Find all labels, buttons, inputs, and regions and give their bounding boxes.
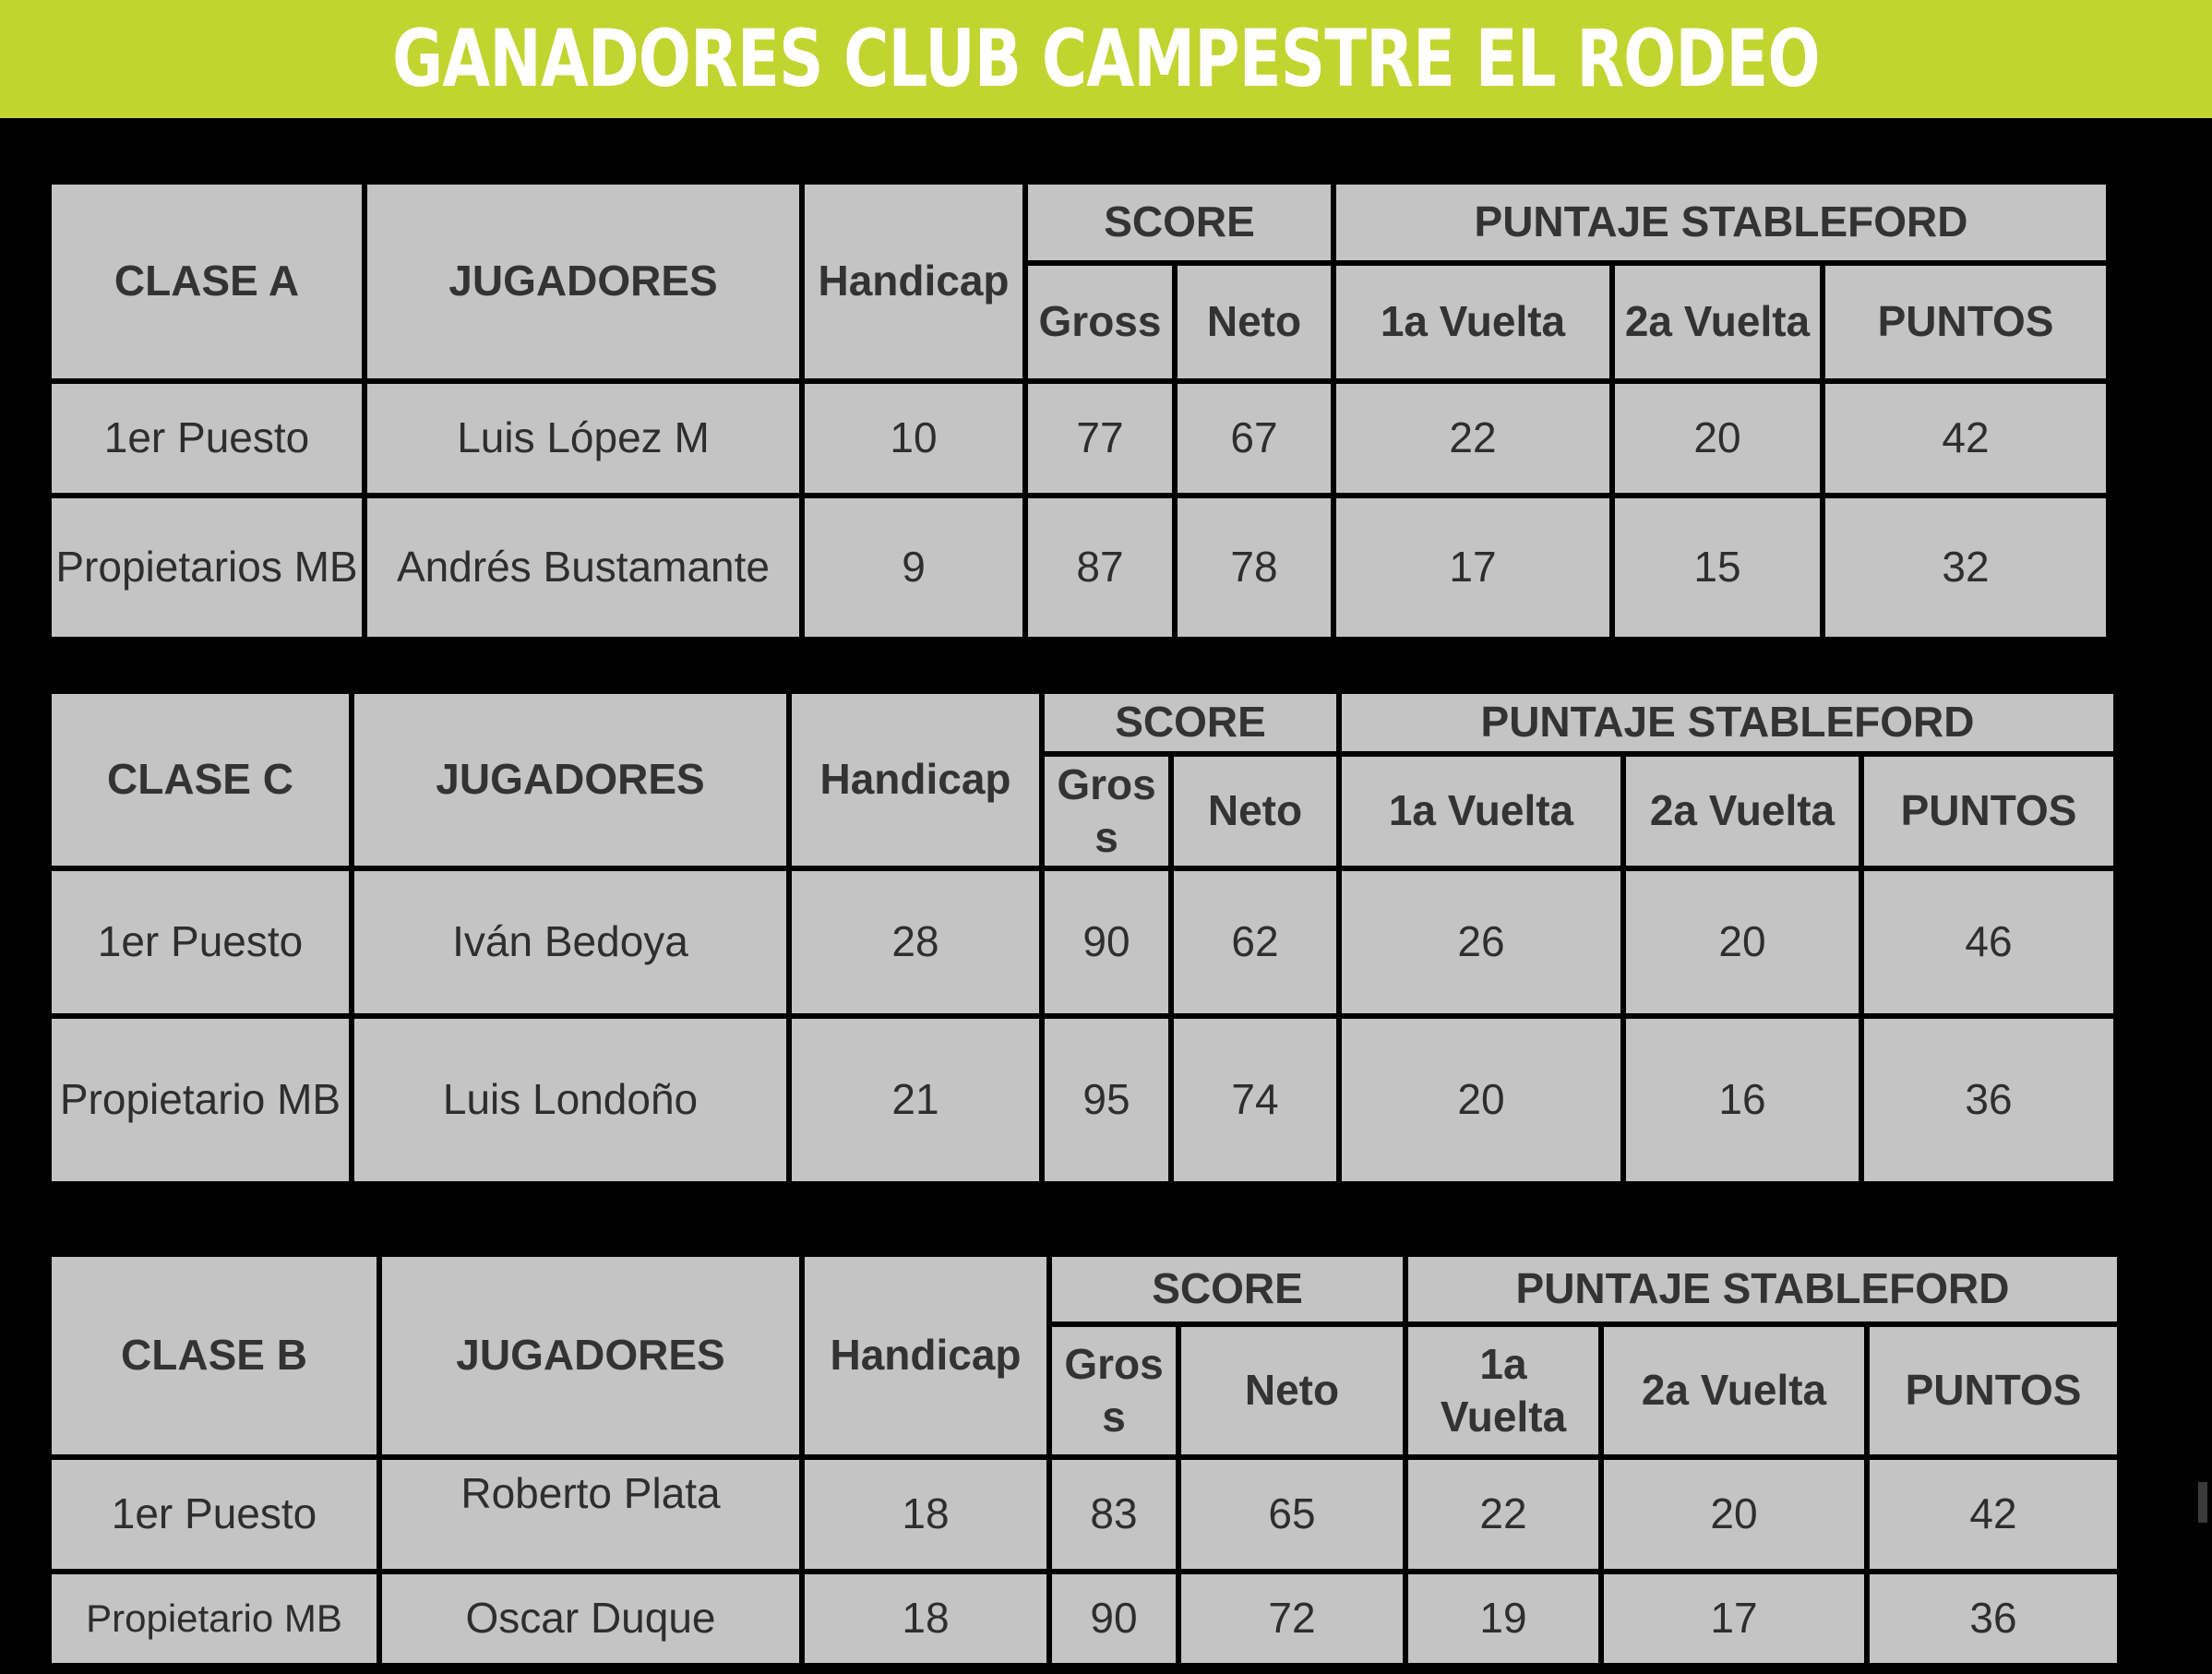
round2-header: 2a Vuelta <box>1615 266 1820 378</box>
edge-mark <box>2198 1482 2207 1523</box>
net-header: Neto <box>1181 1327 1403 1454</box>
round1-header: 1a Vuelta <box>1408 1327 1598 1454</box>
players-header: JUGADORES <box>382 1257 799 1454</box>
gross-cell: 95 <box>1045 1019 1168 1181</box>
handicap-cell: 9 <box>805 498 1022 637</box>
player-cell: Oscar Duque <box>382 1574 799 1663</box>
points-header: PUNTOS <box>1864 757 2113 866</box>
points-cell: 42 <box>1870 1460 2117 1569</box>
position-cell: Propietario MB <box>52 1574 377 1663</box>
class-header: CLASE C <box>52 694 349 866</box>
handicap-header: Handicap <box>792 694 1039 866</box>
table-clase-a <box>46 179 2111 642</box>
stableford-header: PUNTAJE STABLEFORD <box>1342 694 2113 751</box>
round2-cell: 20 <box>1604 1460 1864 1569</box>
round2-cell: 20 <box>1615 384 1820 493</box>
round1-header: 1a Vuelta <box>1342 757 1620 866</box>
table-row <box>52 1019 2113 1181</box>
net-header: Neto <box>1178 266 1331 378</box>
player-cell: Luis Londoño <box>354 1019 786 1181</box>
position-cell: 1er Puesto <box>52 1460 377 1569</box>
handicap-header: Handicap <box>805 1257 1046 1454</box>
stableford-header: PUNTAJE STABLEFORD <box>1408 1257 2117 1321</box>
handicap-cell: 18 <box>805 1574 1046 1663</box>
results-panel <box>0 118 2212 1674</box>
round1-cell: 26 <box>1342 871 1620 1013</box>
handicap-cell: 28 <box>792 871 1039 1013</box>
net-header: Neto <box>1174 757 1336 866</box>
points-cell: 32 <box>1825 498 2106 637</box>
net-cell: 65 <box>1181 1460 1403 1569</box>
players-header: JUGADORES <box>367 185 799 378</box>
round2-cell: 17 <box>1604 1574 1864 1663</box>
net-cell: 67 <box>1178 384 1331 493</box>
points-cell: 36 <box>1870 1574 2117 1663</box>
table-row <box>52 384 2106 493</box>
net-cell: 74 <box>1174 1019 1336 1181</box>
handicap-cell: 18 <box>805 1460 1046 1569</box>
gross-header: Gross <box>1028 266 1172 378</box>
table-row <box>52 871 2113 1013</box>
gross-header: Gross <box>1052 1327 1176 1454</box>
table-clase-c <box>46 688 2119 1187</box>
handicap-cell: 21 <box>792 1019 1039 1181</box>
gross-cell: 90 <box>1045 871 1168 1013</box>
title-banner <box>0 0 2212 118</box>
points-cell: 46 <box>1864 871 2113 1013</box>
player-cell: Roberto Plata <box>382 1460 799 1569</box>
stableford-header: PUNTAJE STABLEFORD <box>1336 185 2106 260</box>
table-row <box>52 1460 2117 1569</box>
points-header: PUNTOS <box>1825 266 2106 378</box>
gross-cell: 87 <box>1028 498 1172 637</box>
gross-cell: 90 <box>1052 1574 1176 1663</box>
position-cell: Propietarios MB <box>52 498 362 637</box>
score-header: SCORE <box>1045 694 1336 751</box>
round2-header: 2a Vuelta <box>1626 757 1859 866</box>
round1-cell: 20 <box>1342 1019 1620 1181</box>
round2-cell: 20 <box>1626 871 1859 1013</box>
points-header: PUNTOS <box>1870 1327 2117 1454</box>
page-title: GANADORES CLUB CAMPESTRE EL RODEO <box>392 13 1820 105</box>
player-cell: Iván Bedoya <box>354 871 786 1013</box>
score-header: SCORE <box>1052 1257 1403 1321</box>
gross-header: Gross <box>1045 757 1168 866</box>
position-cell: 1er Puesto <box>52 384 362 493</box>
round2-header: 2a Vuelta <box>1604 1327 1864 1454</box>
points-cell: 42 <box>1825 384 2106 493</box>
player-cell: Andrés Bustamante <box>367 498 799 637</box>
handicap-header: Handicap <box>805 185 1022 378</box>
table-clase-b <box>46 1251 2122 1668</box>
round1-cell: 22 <box>1408 1460 1598 1569</box>
round1-cell: 19 <box>1408 1574 1598 1663</box>
round1-cell: 17 <box>1336 498 1609 637</box>
score-header: SCORE <box>1028 185 1331 260</box>
round2-cell: 15 <box>1615 498 1820 637</box>
net-cell: 72 <box>1181 1574 1403 1663</box>
table-row <box>52 1574 2117 1663</box>
position-cell: 1er Puesto <box>52 871 349 1013</box>
points-cell: 36 <box>1864 1019 2113 1181</box>
round1-cell: 22 <box>1336 384 1609 493</box>
player-cell: Luis López M <box>367 384 799 493</box>
round2-cell: 16 <box>1626 1019 1859 1181</box>
round1-header: 1a Vuelta <box>1336 266 1609 378</box>
position-cell: Propietario MB <box>52 1019 349 1181</box>
players-header: JUGADORES <box>354 694 786 866</box>
gross-cell: 77 <box>1028 384 1172 493</box>
class-header: CLASE A <box>52 185 362 378</box>
handicap-cell: 10 <box>805 384 1022 493</box>
table-row <box>52 498 2106 637</box>
net-cell: 78 <box>1178 498 1331 637</box>
class-header: CLASE B <box>52 1257 377 1454</box>
gross-cell: 83 <box>1052 1460 1176 1569</box>
net-cell: 62 <box>1174 871 1336 1013</box>
